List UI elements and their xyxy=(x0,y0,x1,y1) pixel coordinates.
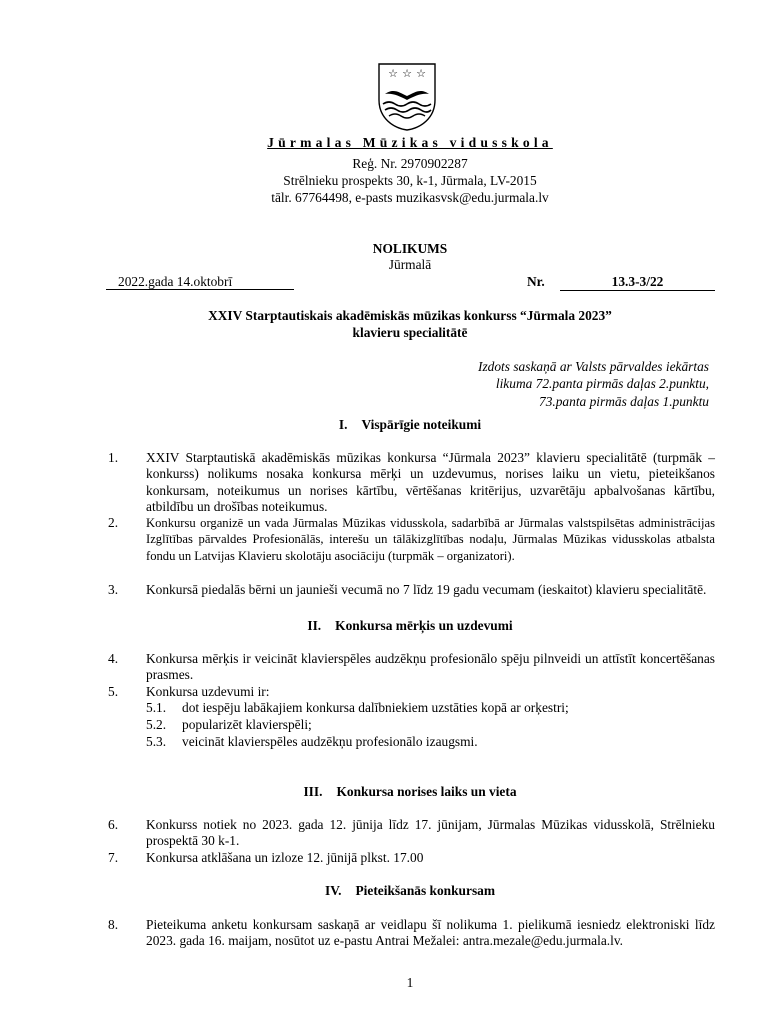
crest-star-icon: ☆ xyxy=(402,67,412,80)
item-text: XXIV Starptautiskā akadēmiskās mūzikas konkursa “Jūrmala 2023” klavieru specialitātē (turpmāk – konkurss) nolikums nosaka konkursa mērķi un uzdevumus, norises laiku un vietu, pieteikšanos konkursam, noteikumus un norises kārtību, vērtēšanas kritērijus, uzvarētāju apbalvošanas kārtību, atbildību un drošības noteikumus. xyxy=(146,450,715,514)
school-name: Jūrmalas Mūzikas vidusskola xyxy=(267,135,553,150)
contest-title-line2: klavieru specialitātē xyxy=(352,325,468,340)
document-type: NOLIKUMS xyxy=(372,241,448,256)
item-text: Konkursa atklāšana un izloze 12. jūnijā plkst. 17.00 xyxy=(146,850,424,865)
sub-item-number: 5.3. xyxy=(146,734,167,749)
section-number: II. xyxy=(307,618,322,633)
item-text: Konkursu organizē un vada Jūrmalas Mūzikas vidusskola, sadarbībā ar Jūrmalas valstspilsētas administrācijas Izglītības pārvaldes Profesionālās, interešu un tālākizglītības nodaļu, Jūrmalas Mūzikas vidusskolas atbalsta fondu un Latvijas Klavieru skolotāju asociāciju (turpmāk – organizatori). xyxy=(146,516,715,563)
legal-basis-line: likuma 72.panta pirmās daļas 2.punktu, xyxy=(495,376,709,392)
section-heading xyxy=(0,617,770,634)
item-number: 6. xyxy=(108,817,119,832)
document-date: 2022.gada 14.oktobrī xyxy=(106,273,294,290)
section-title: Konkursa norises laiks un vieta xyxy=(336,784,517,799)
legal-basis xyxy=(478,358,709,410)
city-crest-icon xyxy=(375,60,439,132)
item-number: 2. xyxy=(108,515,119,530)
sub-item-text: popularizēt klavierspēli; xyxy=(182,717,312,732)
item-number: 4. xyxy=(108,651,119,666)
item-number: 1. xyxy=(108,450,119,465)
list-item xyxy=(108,684,715,700)
section-heading xyxy=(0,882,770,899)
list-item xyxy=(108,917,715,950)
item-number: 3. xyxy=(108,582,119,597)
sub-item xyxy=(146,700,716,716)
item-number: 5. xyxy=(108,684,119,699)
crest-star-icon: ☆ xyxy=(416,67,426,80)
list-item xyxy=(108,450,715,515)
sub-item xyxy=(146,717,716,733)
sub-item xyxy=(146,734,716,750)
item-text: Pieteikuma anketu konkursam saskaņā ar veidlapu šī nolikuma 1. pielikumā iesniedz elektroniski līdz 2023. gada 16. maijam, nosūtot uz e-pastu Antrai Mežalei: antra.mezale@edu.jurmala.lv. xyxy=(146,917,715,949)
sub-item-text: dot iespēju labākajiem konkursa dalībniekiem uzstāties kopā ar orķestri; xyxy=(182,700,569,715)
section-number: I. xyxy=(338,417,348,432)
section-title: Pieteikšanās konkursam xyxy=(355,883,496,898)
item-text: Konkursā piedalās bērni un jaunieši vecumā no 7 līdz 19 gadu vecumam (ieskaitot) klavieru specialitātē. xyxy=(146,582,707,597)
list-item xyxy=(108,817,715,850)
list-item xyxy=(108,515,715,564)
legal-basis-line: Izdots saskaņā ar Valsts pārvaldes iekārtas xyxy=(478,359,709,374)
sub-item-number: 5.1. xyxy=(146,700,167,715)
item-text: Konkursa uzdevumi ir: xyxy=(146,684,270,699)
legal-basis-line: 73.panta pirmās daļas 1.punktu xyxy=(539,393,709,409)
item-text: Konkursa mērķis ir veicināt klavierspēles audzēkņu profesionālo spēju pilnveidi un attīstīt koncertēšanas prasmes. xyxy=(146,651,715,683)
section-heading xyxy=(0,416,770,433)
school-address: Strēlnieku prospekts 30, k-1, Jūrmala, LV-2015 xyxy=(283,173,537,188)
item-number: 7. xyxy=(108,850,119,865)
school-contacts: tālr. 67764498, e-pasts muzikasvsk@edu.jurmala.lv xyxy=(271,190,549,205)
registration-number: Reģ. Nr. 2970902287 xyxy=(352,156,468,171)
section-number: IV. xyxy=(324,883,342,898)
item-number: 8. xyxy=(108,917,119,932)
section-title: Vispārīgie noteikumi xyxy=(361,417,482,432)
document-number-label: Nr. xyxy=(527,274,545,289)
crest-star-icon: ☆ xyxy=(388,67,398,80)
sub-item-text: veicināt klavierspēles audzēkņu profesionālo izaugsmi. xyxy=(182,734,478,749)
list-item xyxy=(108,651,715,684)
document-number: 13.3-3/22 xyxy=(560,273,715,291)
page-number: 1 xyxy=(406,975,414,990)
list-item xyxy=(108,582,715,598)
section-title: Konkursa mērķis un uzdevumi xyxy=(335,618,513,633)
sub-item-number: 5.2. xyxy=(146,717,167,732)
item-text: Konkurss notiek no 2023. gada 12. jūnija līdz 17. jūnijam, Jūrmalas Mūzikas vidusskolā, Strēlnieku prospektā 30 k-1. xyxy=(146,817,715,849)
list-item xyxy=(108,850,715,866)
section-number: III. xyxy=(303,784,323,799)
section-heading xyxy=(0,783,770,800)
contest-title-line1: XXIV Starptautiskais akadēmiskās mūzikas konkurss “Jūrmala 2023” xyxy=(208,308,612,323)
document-place: Jūrmalā xyxy=(388,257,432,272)
